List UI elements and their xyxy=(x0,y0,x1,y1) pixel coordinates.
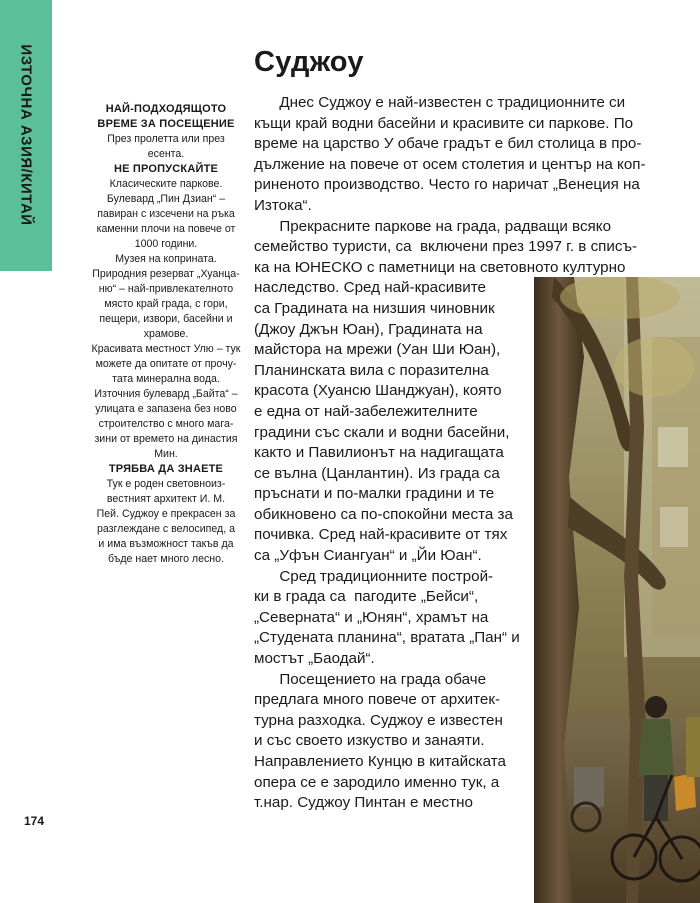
sidebar-text-line: и има възможност такъв да xyxy=(98,538,234,550)
sidebar-heading: НАЙ-ПОДХОДЯЩОТО xyxy=(105,103,227,115)
body-text-line: т.нар. Суджоу Пинтан е местно xyxy=(254,794,473,812)
sidebar-text-line: място край града, с гори, xyxy=(104,298,228,310)
sidebar-text-line: Булевард „Пин Дзиан“ – xyxy=(106,193,226,205)
sidebar-heading: НЕ ПРОПУСКАЙТЕ xyxy=(113,163,219,175)
sidebar-info xyxy=(78,102,254,567)
body-text-line: предлага много повече от архитек- xyxy=(254,691,501,709)
body-text-line: Днес Суджоу е най-известен с традиционните си xyxy=(254,94,626,111)
body-text-line: Сред традиционните построй- xyxy=(254,567,494,585)
body-text-line: „Студената планина“, вратата „Пан“ и xyxy=(254,629,520,647)
sidebar-text-line: вестният архитект И. М. xyxy=(106,493,226,505)
body-text-line: пръснати и по-малки градини и те xyxy=(254,485,495,503)
sidebar-text-line: павиран с изсечени на ръка xyxy=(97,208,235,220)
body-text-line: са „Уфън Сиангуан“ и „Йи Юан“. xyxy=(254,547,482,565)
sidebar-text-line: зини от времето на династия xyxy=(94,433,238,445)
sidebar-text-line: ню“ – най-привлекателното xyxy=(98,283,234,295)
sidebar-text-line: 1000 години. xyxy=(134,238,198,250)
body-text-line: опера се е зародило именно тук, а xyxy=(254,773,500,791)
sidebar-text-line: строителство с много мага- xyxy=(98,418,234,430)
body-text-line: Планинската вила с поразителна xyxy=(254,361,489,379)
body-text-line: време на царство У обаче градът е бил столица в про- xyxy=(254,135,642,153)
body-text-line: ка на ЮНЕСКО с паметници на световното културно xyxy=(254,258,626,276)
sidebar-text-line: пещери, извори, басейни и xyxy=(99,313,233,325)
body-text-line: „Северната“ и „Юнян“, храмът на xyxy=(254,608,489,626)
street-photo xyxy=(534,277,700,903)
body-text-line: семейство туристи, са включени през 1997 г. в списъ- xyxy=(254,238,638,256)
body-text-line: Направлението Кунцю в китайската xyxy=(254,753,507,770)
body-text-line: ки в града са пагодите „Бейси“, xyxy=(254,588,479,606)
body-text-line: градини със скали и водни басейни, xyxy=(254,423,510,441)
sidebar-text-line: разглеждане с велосипед, а xyxy=(96,523,235,535)
body-text-line: Прекрасните паркове на града, радващи всяко xyxy=(254,217,612,235)
sidebar-text-line: Красивата местност Улю – тук xyxy=(91,343,241,355)
sidebar-text-line: есента. xyxy=(147,148,185,160)
body-text-line: Посещението на града обаче xyxy=(254,670,487,688)
body-text-line: наследство. Сред най-красивите xyxy=(254,279,486,297)
body-text-line: дължение на повече от осем столетия и център на коп- xyxy=(254,155,646,173)
body-text-line: е една от най-забележителните xyxy=(254,402,478,420)
sidebar-text-line: Мин. xyxy=(154,448,178,460)
sidebar-text-line: тата минерална вода. xyxy=(112,373,220,385)
body-text-line: мостът „Баодай“. xyxy=(254,650,375,668)
sidebar-text-line: Пей. Суджоу е прекрасен за xyxy=(96,508,236,520)
body-text-line: майстора на мрежи (Уан Ши Юан), xyxy=(254,341,501,359)
body-text-line: почивка. Сред най-красивите от тях xyxy=(254,526,508,544)
page-title: Суджоу xyxy=(254,46,364,78)
sidebar-text-line: Източния булевард „Байта“ – xyxy=(94,388,238,400)
body-text-line: и със своето изкуство и занаяти. xyxy=(254,732,485,750)
sidebar-text-line: Тук е роден световноиз- xyxy=(106,478,226,490)
sidebar-text-line: Музея на коприната. xyxy=(115,253,217,265)
sidebar-text-line: каменни плочи на повече от xyxy=(96,223,236,235)
sidebar-text-line: През пролетта или през xyxy=(107,133,225,145)
body-text-line: турна разходка. Суджоу е известен xyxy=(254,711,503,729)
body-text-line: се вълна (Цанлантин). Из града са xyxy=(254,464,500,482)
sidebar-text-line: бъде нает много лесно. xyxy=(108,553,224,565)
sidebar-text-line: Природния резерват „Хуанца- xyxy=(92,268,240,280)
sidebar-text-line: улицата е запазена без ново xyxy=(95,403,237,415)
body-text-line: красота (Хуансю Шанджуан), която xyxy=(254,382,502,400)
body-text-line: къщи край водни басейни и красивите си паркове. По xyxy=(254,114,634,132)
body-text-line: обикновено са по-спокойни места за xyxy=(254,505,513,523)
body-text-line: (Джоу Джън Юан), Градината на xyxy=(254,320,483,338)
page-number: 174 xyxy=(24,814,45,828)
body-text-line: както и Павилионът на надигащата xyxy=(254,444,504,462)
sidebar-heading: ТРЯБВА ДА ЗНАЕТЕ xyxy=(108,463,224,475)
body-text-line: риненото производство. Често го наричат „Венеция на xyxy=(254,176,640,194)
section-label: ИЗТОЧНА АЗИЯ/КИТАЙ xyxy=(17,44,35,226)
side-tab xyxy=(0,0,52,271)
sidebar-text-line: можете да опитате от прочу- xyxy=(95,358,237,370)
sidebar-text-line: храмове. xyxy=(143,328,189,340)
sidebar-heading: ВРЕМЕ ЗА ПОСЕЩЕНИЕ xyxy=(97,118,235,130)
body-text-line: Изтока“. xyxy=(254,196,312,214)
body-text-line: са Градината на низшия чиновник xyxy=(254,299,495,317)
sidebar-text-line: Класическите паркове. xyxy=(109,178,223,190)
